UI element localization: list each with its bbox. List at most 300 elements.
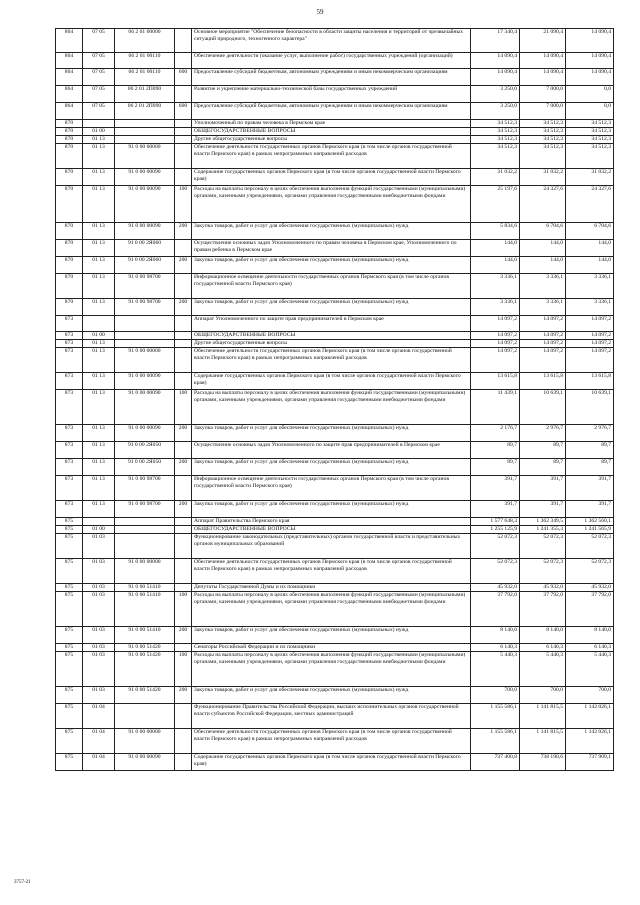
cell-ministry-code: 875: [56, 526, 83, 534]
cell-amount-1: 14 097,2: [471, 332, 520, 340]
cell-expense-type: [175, 442, 192, 459]
cell-amount-1: 25 197,6: [471, 186, 520, 223]
cell-expense-type: [175, 144, 192, 169]
cell-expense-type: [175, 526, 192, 534]
table-row: [56, 627, 614, 644]
cell-amount-2: 7 000,0: [520, 86, 566, 103]
cell-description: Осуществление основных задач Уполномоченного по защите прав предпринимателей в Пермском крае: [192, 442, 471, 459]
cell-description: Расходы на выплаты персоналу в целях обеспечения выполнения функций государственными (муниципальными) органами, казенными учреждениями, органами управления государственными внебюджетными фондами: [192, 390, 471, 425]
cell-amount-2: 34 512,3: [520, 136, 566, 144]
cell-amount-1: 3 250,0: [471, 86, 520, 103]
cell-amount-2: 52 072,3: [520, 559, 566, 584]
cell-description: Развитие и укрепление материально-технической базы государственных учреждений: [192, 86, 471, 103]
cell-section-code: 01 13: [83, 476, 115, 501]
table-row: [56, 584, 614, 592]
cell-expense-type: 100: [175, 390, 192, 425]
cell-target-code: 91 0 00 2Я060: [115, 240, 175, 257]
table-row: [56, 476, 614, 501]
cell-expense-type: [175, 332, 192, 340]
cell-ministry-code: 870: [56, 257, 83, 274]
cell-target-code: 06 2 01 00110: [115, 69, 175, 86]
cell-amount-1: 391,7: [471, 476, 520, 501]
cell-description: Аппарат Уполномоченного по защите прав предпринимателей в Пермском крае: [192, 316, 471, 332]
table-row: [56, 69, 614, 86]
cell-target-code: 91 0 00 2Я050: [115, 459, 175, 476]
cell-expense-type: [175, 29, 192, 53]
table-row: [56, 534, 614, 559]
cell-target-code: [115, 526, 175, 534]
cell-description: Предоставление субсидий бюджетным, автономным учреждениям и иным некоммерческим организациям: [192, 103, 471, 120]
table-row: [56, 425, 614, 442]
cell-description: Депутаты Государственной Думы и их помощники: [192, 584, 471, 592]
cell-target-code: 91 0 00 98700: [115, 501, 175, 518]
cell-section-code: 01 00: [83, 526, 115, 534]
cell-description: Закупка товаров, работ и услуг для обеспечения государственных (муниципальных) нужд: [192, 299, 471, 316]
cell-target-code: 91 0 00 00000: [115, 559, 175, 584]
cell-expense-type: [175, 754, 192, 771]
cell-amount-1: 2 176,7: [471, 425, 520, 442]
table-row: [56, 348, 614, 373]
cell-amount-3: 3 336,1: [566, 299, 614, 316]
cell-amount-3: 14 097,2: [566, 332, 614, 340]
cell-description: Закупка товаров, работ и услуг для обеспечения государственных (муниципальных) нужд: [192, 687, 471, 704]
cell-amount-3: 34 512,3: [566, 128, 614, 136]
table-row: [56, 316, 614, 332]
table-row: [56, 644, 614, 652]
cell-ministry-code: 875: [56, 704, 83, 729]
cell-description: Расходы на выплаты персоналу в целях обеспечения выполнения функций государственными (муниципальными) органами, казенными учреждениями, органами управления государственными внебюджетными фондами: [192, 592, 471, 627]
cell-expense-type: [175, 120, 192, 128]
table-row: [56, 299, 614, 316]
cell-amount-1: 5 834,6: [471, 223, 520, 240]
cell-amount-1: 6 140,3: [471, 644, 520, 652]
cell-amount-2: 13 615,8: [520, 373, 566, 390]
cell-description: Сенаторы Российской Федерации и их помощники: [192, 644, 471, 652]
cell-section-code: [83, 316, 115, 332]
cell-amount-1: 14 097,2: [471, 316, 520, 332]
cell-target-code: [115, 534, 175, 559]
cell-amount-3: 1 142 026,1: [566, 704, 614, 729]
cell-ministry-code: 875: [56, 644, 83, 652]
table-row: [56, 240, 614, 257]
table-row: [56, 459, 614, 476]
cell-target-code: 91 0 00 51420: [115, 644, 175, 652]
cell-description: Осуществление основных задач Уполномоченного по правам человека в Пермском крае, Уполномоченного по правам ребенка в Пермском крае: [192, 240, 471, 257]
cell-amount-2: 34 512,3: [520, 120, 566, 128]
cell-amount-1: 5 440,3: [471, 652, 520, 687]
cell-amount-3: 52 072,3: [566, 534, 614, 559]
cell-expense-type: [175, 534, 192, 559]
table-row: [56, 86, 614, 103]
cell-description: Содержание государственных органов Пермского края (в том числе органов государственной власти Пермского края): [192, 373, 471, 390]
cell-ministry-code: 870: [56, 299, 83, 316]
cell-ministry-code: 875: [56, 534, 83, 559]
cell-expense-type: [175, 274, 192, 299]
cell-amount-2: 3 336,1: [520, 299, 566, 316]
cell-target-code: 06 2 01 00110: [115, 53, 175, 69]
cell-ministry-code: 875: [56, 687, 83, 704]
cell-amount-1: 8 140,0: [471, 627, 520, 644]
cell-section-code: 07 05: [83, 103, 115, 120]
cell-target-code: [115, 518, 175, 526]
cell-ministry-code: 873: [56, 459, 83, 476]
cell-amount-3: 14 090,4: [566, 53, 614, 69]
cell-description: Закупка товаров, работ и услуг для обеспечения государственных (муниципальных) нужд: [192, 223, 471, 240]
cell-amount-1: 737 400,8: [471, 754, 520, 771]
cell-amount-2: 144,0: [520, 257, 566, 274]
cell-expense-type: [175, 476, 192, 501]
cell-amount-2: 34 512,3: [520, 144, 566, 169]
cell-ministry-code: 870: [56, 128, 83, 136]
cell-target-code: [115, 136, 175, 144]
cell-amount-1: 89,7: [471, 442, 520, 459]
cell-amount-3: 8 140,0: [566, 627, 614, 644]
cell-expense-type: 100: [175, 186, 192, 223]
cell-description: Другие общегосударственные вопросы: [192, 136, 471, 144]
cell-section-code: 01 13: [83, 390, 115, 425]
cell-ministry-code: 864: [56, 53, 83, 69]
cell-amount-2: 14 097,2: [520, 348, 566, 373]
cell-amount-1: 700,0: [471, 687, 520, 704]
cell-description: Закупка товаров, работ и услуг для обеспечения государственных (муниципальных) нужд: [192, 501, 471, 518]
cell-amount-3: 0,0: [566, 103, 614, 120]
cell-amount-2: 14 097,2: [520, 340, 566, 348]
cell-expense-type: 200: [175, 627, 192, 644]
cell-amount-1: 3 336,1: [471, 299, 520, 316]
cell-ministry-code: 873: [56, 316, 83, 332]
cell-ministry-code: 875: [56, 559, 83, 584]
cell-expense-type: [175, 316, 192, 332]
cell-section-code: 01 03: [83, 534, 115, 559]
cell-amount-3: 391,7: [566, 476, 614, 501]
cell-ministry-code: 873: [56, 425, 83, 442]
cell-amount-2: 14 090,4: [520, 53, 566, 69]
table-row: [56, 144, 614, 169]
cell-section-code: 01 13: [83, 425, 115, 442]
cell-expense-type: [175, 240, 192, 257]
cell-amount-2: 24 327,6: [520, 186, 566, 223]
cell-section-code: 01 03: [83, 644, 115, 652]
cell-description: Уполномоченный по правам человека в Пермском крае: [192, 120, 471, 128]
cell-target-code: 91 0 00 00000: [115, 348, 175, 373]
cell-amount-3: 10 639,1: [566, 390, 614, 425]
cell-target-code: 91 0 00 00090: [115, 373, 175, 390]
cell-amount-3: 5 440,3: [566, 652, 614, 687]
cell-expense-type: [175, 136, 192, 144]
table-row: [56, 223, 614, 240]
cell-amount-1: 144,0: [471, 257, 520, 274]
cell-amount-3: 1 241 565,9: [566, 526, 614, 534]
cell-amount-1: 34 512,3: [471, 128, 520, 136]
cell-description: Предоставление субсидий бюджетным, автономным учреждениям и иным некоммерческим организациям: [192, 69, 471, 86]
cell-description: ОБЩЕГОСУДАРСТВЕННЫЕ ВОПРОСЫ: [192, 526, 471, 534]
table-row: [56, 704, 614, 729]
cell-description: Обеспечение деятельности государственных органов Пермского края (в том числе органов государственной власти Пермского края) в рамках непрограммных направлений расходов: [192, 348, 471, 373]
cell-ministry-code: 870: [56, 144, 83, 169]
cell-description: ОБЩЕГОСУДАРСТВЕННЫЕ ВОПРОСЫ: [192, 128, 471, 136]
cell-expense-type: [175, 53, 192, 69]
cell-amount-3: 0,0: [566, 86, 614, 103]
cell-amount-1: 37 792,0: [471, 592, 520, 627]
table-row: [56, 390, 614, 425]
cell-target-code: [115, 332, 175, 340]
cell-description: Функционирование законодательных (представительных) органов государственной власти и представительных органов муниципальных образований: [192, 534, 471, 559]
cell-target-code: [115, 128, 175, 136]
cell-ministry-code: 870: [56, 240, 83, 257]
page-number: 59: [316, 8, 324, 16]
table-row: [56, 754, 614, 771]
cell-description: Информационное освещение деятельности государственных органов Пермского края (в том числе органов государственной власти Пермского края): [192, 476, 471, 501]
cell-amount-2: 1 362 349,5: [520, 518, 566, 526]
cell-ministry-code: 873: [56, 332, 83, 340]
cell-target-code: [115, 120, 175, 128]
cell-amount-2: 14 097,2: [520, 316, 566, 332]
cell-target-code: [115, 340, 175, 348]
cell-target-code: 91 0 00 00090: [115, 169, 175, 186]
cell-amount-2: 700,0: [520, 687, 566, 704]
cell-section-code: 01 13: [83, 373, 115, 390]
cell-amount-3: 45 932,0: [566, 584, 614, 592]
table-row: [56, 442, 614, 459]
cell-amount-3: 34 512,3: [566, 136, 614, 144]
cell-expense-type: [175, 584, 192, 592]
cell-amount-2: 144,0: [520, 240, 566, 257]
table-row: [56, 128, 614, 136]
cell-target-code: 91 0 00 51410: [115, 592, 175, 627]
cell-target-code: 91 0 00 2Я060: [115, 257, 175, 274]
cell-description: Закупка товаров, работ и услуг для обеспечения государственных (муниципальных) нужд: [192, 257, 471, 274]
cell-amount-2: 3 336,1: [520, 274, 566, 299]
cell-section-code: 01 13: [83, 459, 115, 476]
cell-expense-type: [175, 86, 192, 103]
cell-amount-2: 21 090,4: [520, 29, 566, 53]
cell-amount-3: 144,0: [566, 257, 614, 274]
cell-description: Обеспечение деятельности государственных органов Пермского края (в том числе органов государственной власти Пермского края) в рамках непрограммных направлений расходов: [192, 559, 471, 584]
cell-expense-type: [175, 729, 192, 754]
cell-ministry-code: 875: [56, 652, 83, 687]
cell-amount-2: 1 141 815,5: [520, 704, 566, 729]
cell-target-code: 91 0 00 00000: [115, 729, 175, 754]
table-row: [56, 340, 614, 348]
cell-target-code: 91 0 00 00090: [115, 425, 175, 442]
cell-amount-3: 391,7: [566, 501, 614, 518]
cell-section-code: 01 13: [83, 501, 115, 518]
cell-target-code: 06 2 01 00000: [115, 29, 175, 53]
table-row: [56, 186, 614, 223]
cell-section-code: 07 05: [83, 69, 115, 86]
cell-section-code: 07 05: [83, 86, 115, 103]
cell-expense-type: 200: [175, 687, 192, 704]
cell-amount-3: 13 615,8: [566, 373, 614, 390]
cell-expense-type: [175, 348, 192, 373]
cell-expense-type: [175, 169, 192, 186]
table-row: [56, 526, 614, 534]
cell-ministry-code: 870: [56, 186, 83, 223]
cell-description: Расходы на выплаты персоналу в целях обеспечения выполнения функций государственными (муниципальными) органами, казенными учреждениями, органами управления государственными внебюджетными фондами: [192, 652, 471, 687]
cell-amount-3: 34 512,3: [566, 144, 614, 169]
cell-amount-1: 1 155 586,1: [471, 729, 520, 754]
cell-section-code: 01 03: [83, 652, 115, 687]
table-row: [56, 29, 614, 53]
cell-expense-type: 200: [175, 223, 192, 240]
cell-expense-type: 100: [175, 592, 192, 627]
cell-section-code: 07 05: [83, 29, 115, 53]
table-row: [56, 332, 614, 340]
cell-ministry-code: 864: [56, 29, 83, 53]
cell-amount-1: 14 097,2: [471, 340, 520, 348]
cell-section-code: 01 13: [83, 136, 115, 144]
cell-amount-2: 8 140,0: [520, 627, 566, 644]
table-row: [56, 136, 614, 144]
footer-code: 3757-21: [14, 880, 31, 885]
cell-amount-1: 3 336,1: [471, 274, 520, 299]
cell-amount-1: 11 439,1: [471, 390, 520, 425]
cell-amount-1: 31 032,2: [471, 169, 520, 186]
cell-description: Основное мероприятие "Обеспечение безопасности в области защиты населения и территорий от чрезвычайных ситуаций природного, техногенного характера": [192, 29, 471, 53]
cell-expense-type: 100: [175, 652, 192, 687]
table-row: [56, 652, 614, 687]
cell-section-code: 01 04: [83, 729, 115, 754]
cell-amount-3: 52 072,3: [566, 559, 614, 584]
cell-description: Обеспечение деятельности государственных органов Пермского края (в том числе органов государственной власти Пермского края) в рамках непрограммных направлений расходов: [192, 144, 471, 169]
cell-target-code: 06 2 01 2П090: [115, 103, 175, 120]
cell-description: Обеспечение деятельности (оказание услуг, выполнение работ) государственных учреждений (организаций): [192, 53, 471, 69]
cell-amount-3: 2 976,7: [566, 425, 614, 442]
cell-amount-2: 7 000,0: [520, 103, 566, 120]
cell-amount-3: 6 704,6: [566, 223, 614, 240]
cell-section-code: 07 05: [83, 53, 115, 69]
cell-target-code: 91 0 00 00090: [115, 390, 175, 425]
cell-expense-type: 200: [175, 459, 192, 476]
cell-ministry-code: 873: [56, 476, 83, 501]
cell-target-code: 91 0 00 51410: [115, 584, 175, 592]
cell-ministry-code: 870: [56, 223, 83, 240]
cell-amount-3: 14 097,2: [566, 348, 614, 373]
cell-amount-3: 3 336,1: [566, 274, 614, 299]
cell-expense-type: [175, 559, 192, 584]
cell-amount-1: 391,7: [471, 501, 520, 518]
cell-description: Закупка товаров, работ и услуг для обеспечения государственных (муниципальных) нужд: [192, 459, 471, 476]
cell-amount-1: 3 250,0: [471, 103, 520, 120]
cell-ministry-code: 873: [56, 390, 83, 425]
cell-target-code: 91 0 00 98700: [115, 274, 175, 299]
cell-amount-1: 89,7: [471, 459, 520, 476]
cell-amount-1: 14 090,4: [471, 53, 520, 69]
cell-section-code: 01 13: [83, 442, 115, 459]
cell-ministry-code: 864: [56, 103, 83, 120]
cell-amount-3: 14 097,2: [566, 340, 614, 348]
table-row: [56, 53, 614, 69]
cell-amount-2: 6 140,3: [520, 644, 566, 652]
cell-expense-type: 200: [175, 425, 192, 442]
cell-target-code: 91 0 00 00090: [115, 754, 175, 771]
cell-amount-2: 391,7: [520, 476, 566, 501]
cell-amount-2: 14 097,2: [520, 332, 566, 340]
cell-expense-type: 200: [175, 257, 192, 274]
cell-amount-3: 700,0: [566, 687, 614, 704]
table-row: [56, 373, 614, 390]
cell-ministry-code: 864: [56, 86, 83, 103]
cell-section-code: [83, 120, 115, 128]
cell-amount-1: 34 512,3: [471, 144, 520, 169]
cell-amount-3: 14 097,2: [566, 316, 614, 332]
cell-section-code: 01 13: [83, 144, 115, 169]
cell-amount-2: 89,7: [520, 442, 566, 459]
table-row: [56, 559, 614, 584]
cell-target-code: 06 2 01 2П090: [115, 86, 175, 103]
cell-amount-1: 34 512,3: [471, 120, 520, 128]
cell-description: Обеспечение деятельности государственных органов Пермского края (в том числе органов государственной власти Пермского края) в рамках непрограммных направлений расходов: [192, 729, 471, 754]
cell-section-code: 01 13: [83, 274, 115, 299]
cell-expense-type: [175, 704, 192, 729]
cell-amount-2: 34 512,3: [520, 128, 566, 136]
table-row: [56, 120, 614, 128]
cell-amount-1: 17 340,4: [471, 29, 520, 53]
cell-amount-2: 14 090,4: [520, 69, 566, 86]
cell-amount-2: 31 032,2: [520, 169, 566, 186]
cell-target-code: 91 0 00 00090: [115, 186, 175, 223]
cell-amount-2: 391,7: [520, 501, 566, 518]
cell-description: Информационное освещение деятельности государственных органов Пермского края (в том числе органов государственной власти Пермского края): [192, 274, 471, 299]
cell-section-code: 01 03: [83, 584, 115, 592]
cell-ministry-code: 875: [56, 518, 83, 526]
cell-section-code: 01 13: [83, 299, 115, 316]
table-row: [56, 687, 614, 704]
cell-section-code: 01 13: [83, 223, 115, 240]
cell-amount-3: 14 090,4: [566, 69, 614, 86]
cell-section-code: 01 13: [83, 169, 115, 186]
cell-ministry-code: 875: [56, 754, 83, 771]
cell-expense-type: 200: [175, 501, 192, 518]
cell-section-code: 01 13: [83, 257, 115, 274]
cell-amount-1: 45 932,0: [471, 584, 520, 592]
cell-target-code: 91 0 00 00090: [115, 223, 175, 240]
cell-section-code: 01 13: [83, 240, 115, 257]
cell-amount-2: 10 639,1: [520, 390, 566, 425]
cell-expense-type: 600: [175, 69, 192, 86]
cell-ministry-code: 870: [56, 136, 83, 144]
cell-ministry-code: 864: [56, 69, 83, 86]
cell-ministry-code: 870: [56, 120, 83, 128]
cell-description: Другие общегосударственные вопросы: [192, 340, 471, 348]
cell-expense-type: 200: [175, 299, 192, 316]
cell-section-code: 01 13: [83, 348, 115, 373]
cell-section-code: 01 13: [83, 186, 115, 223]
cell-ministry-code: 873: [56, 373, 83, 390]
cell-amount-1: 1 155 586,1: [471, 704, 520, 729]
table-row: [56, 501, 614, 518]
cell-amount-3: 31 032,2: [566, 169, 614, 186]
cell-amount-3: 34 512,3: [566, 120, 614, 128]
cell-amount-2: 5 440,3: [520, 652, 566, 687]
cell-amount-3: 24 327,6: [566, 186, 614, 223]
cell-ministry-code: 873: [56, 348, 83, 373]
cell-target-code: 91 0 00 2Я050: [115, 442, 175, 459]
cell-description: Аппарат Правительства Пермского края: [192, 518, 471, 526]
cell-amount-3: 144,0: [566, 240, 614, 257]
cell-section-code: 01 03: [83, 627, 115, 644]
cell-expense-type: [175, 518, 192, 526]
cell-amount-2: 89,7: [520, 459, 566, 476]
cell-amount-2: 1 241 355,3: [520, 526, 566, 534]
cell-section-code: 01 03: [83, 559, 115, 584]
cell-amount-2: 738 190,6: [520, 754, 566, 771]
cell-amount-2: 2 976,7: [520, 425, 566, 442]
cell-amount-1: 34 512,3: [471, 136, 520, 144]
cell-section-code: 01 03: [83, 687, 115, 704]
cell-target-code: 91 0 00 98700: [115, 476, 175, 501]
cell-description: Содержание государственных органов Пермского края (в том числе органов государственной власти Пермского края): [192, 754, 471, 771]
